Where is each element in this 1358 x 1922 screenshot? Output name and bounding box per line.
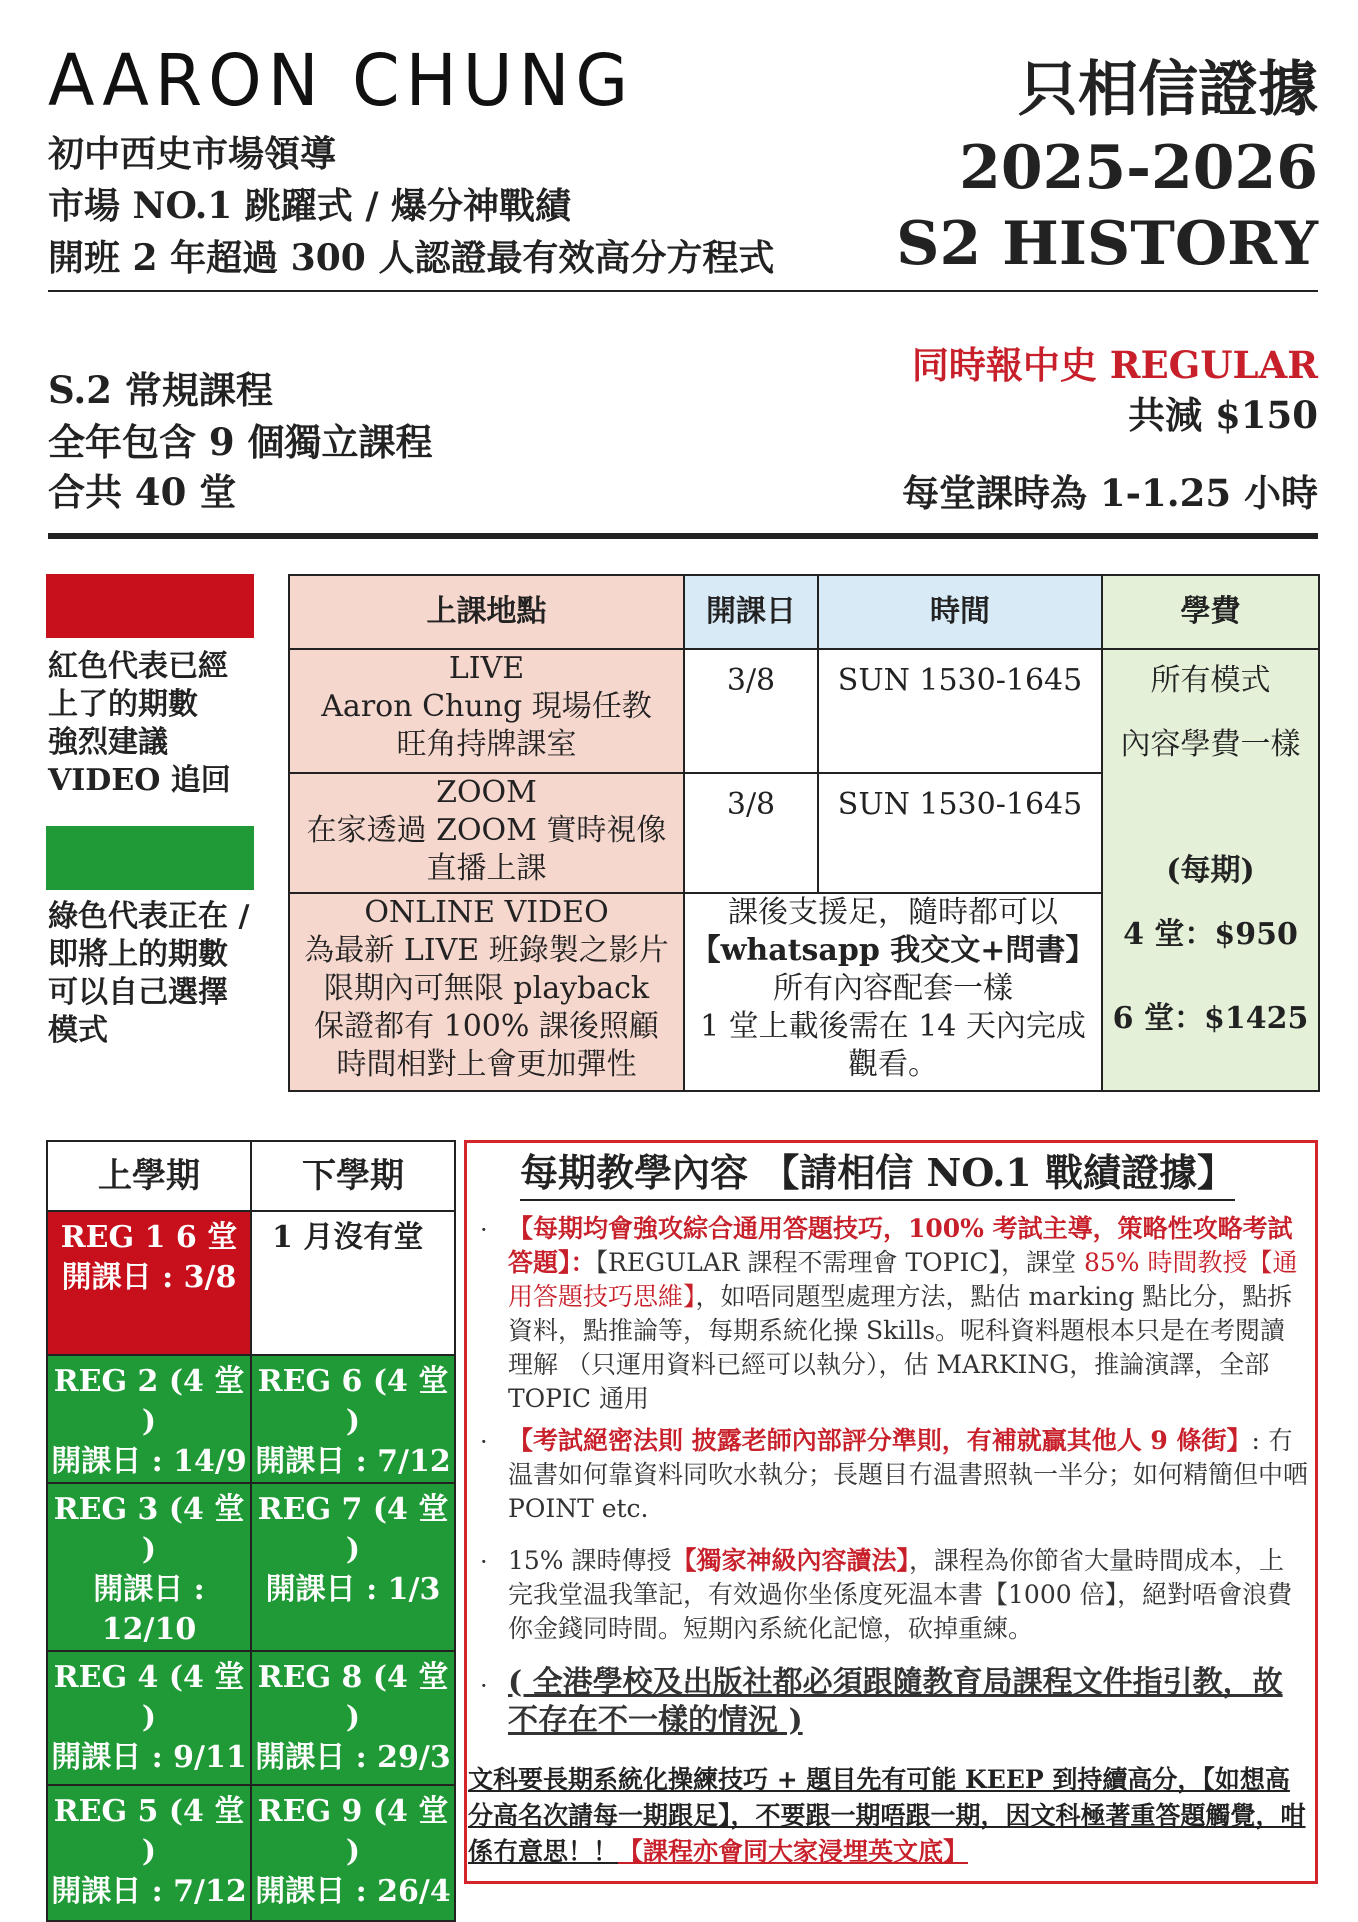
promo-text: 同時報中史 REGULAR: [911, 343, 1318, 387]
video-support: 課後支援足，隨時都可以 【whatsapp 我交文+問書】 所有內容配套一樣 1 堂上載後需在 14 天內完成 觀看。: [684, 893, 1102, 1091]
reg-9-cell: REG 9 (4 堂 ) 開課日 : 26/4: [251, 1785, 455, 1921]
reg-4-cell: REG 4 (4 堂 ) 開課日 : 9/11: [47, 1651, 251, 1785]
mode-video: ONLINE VIDEO 為最新 LIVE 班錄製之影片 限期內可無限 playback 保證都有 100% 課後照顧 時間相對上會更加彈性: [289, 893, 684, 1091]
page-title: 只相信證據: [1018, 55, 1318, 125]
reg-2-cell: REG 2 (4 堂 ) 開課日 : 14/9: [47, 1355, 251, 1483]
course-count: 全年包含 9 個獨立課程: [48, 420, 433, 464]
zoom-date: 3/8: [684, 773, 818, 893]
legend-green-swatch: [46, 826, 254, 890]
reg-1-cell: REG 1 6 堂 開課日 : 3/8: [47, 1211, 251, 1355]
reg-5-cell: REG 5 (4 堂 ) 開課日 : 7/12: [47, 1785, 251, 1921]
bullet-2: ·: [480, 1428, 488, 1456]
tagline-3: 開班 2 年超過 300 人認證最有效高分方程式: [48, 237, 775, 279]
schedule-table: [46, 1140, 456, 1922]
content-paragraph-1: 【每期均會強攻綜合通用答題技巧，100% 考試主導，策略性攻略考試答題】：【REGULAR 課程不需理會 TOPIC】，課堂 85% 時間教授【通用答題技巧思維】，如唔同題型處理方法，點估 marking 點比分，點拆資料，點推論等，每期系統化操 Skills。呢科資料題根本只是在考閱讀理解 （只運用資料已經可以執分），估 MARKING，推論演譯，全部 TOPIC 通用: [508, 1214, 1298, 1413]
header-start-date: 開課日: [684, 575, 818, 649]
reg-8-cell: REG 8 (4 堂 ) 開課日 : 29/3: [251, 1651, 455, 1785]
brand-logo: AARON CHUNG: [48, 40, 635, 123]
course-title: S2 HISTORY: [896, 209, 1318, 279]
reg-6-cell: REG 6 (4 堂 ) 開課日 : 7/12: [251, 1355, 455, 1483]
bullet-3: ·: [480, 1548, 488, 1576]
duration-text: 每堂課時為 1-1.25 小時: [902, 471, 1318, 515]
course-type: S.2 常規課程: [48, 368, 273, 412]
mode-live: LIVE Aaron Chung 現場任教 旺角持牌課室: [289, 649, 684, 773]
tagline-2: 市場 NO.1 跳躍式 / 爆分神戰績: [48, 185, 572, 227]
discount-text: 共減 $150: [1128, 393, 1318, 437]
header-fee: 學費: [1102, 575, 1319, 649]
header-location: 上課地點: [289, 575, 684, 649]
reg-3-cell: REG 3 (4 堂 ) 開課日 : 12/10: [47, 1483, 251, 1651]
legend-red-text: 紅色代表已經 上了的期數 強烈建議 VIDEO 追回: [48, 649, 231, 798]
divider-thick: [48, 533, 1318, 539]
tagline-1: 初中西史市場領導: [48, 133, 337, 175]
course-mode-table: [288, 574, 1320, 1092]
year-title: 2025-2026: [959, 133, 1318, 203]
reg-7-cell: REG 7 (4 堂 ) 開課日 : 1/3: [251, 1483, 455, 1651]
legend-green-text: 綠色代表正在 / 即將上的期數 可以自己選擇 模式: [48, 899, 250, 1048]
header-second-term: 下學期: [251, 1141, 455, 1211]
live-date: 3/8: [684, 649, 818, 773]
content-paragraph-2: 【考試絕密法則 披露老師內部評分準則，有補就贏其他人 9 條街】: 冇温書如何靠資料同吹水執分；長題目冇温書照執一半分；如何精簡但中哂 POINT etc.: [508, 1426, 1309, 1523]
bullet-1: ·: [480, 1216, 488, 1244]
content-paragraph-3: 15% 課時傳授【獨家神級內容讀法】，課程為你節省大量時間成本，上完我堂温我筆記，有效過你坐係度死温本書【1000 倍】，絕對唔會浪費你金錢同時間。短期內系統化記憶，砍掉重練。: [508, 1546, 1293, 1643]
header-time: 時間: [818, 575, 1102, 649]
mode-zoom: ZOOM 在家透過 ZOOM 實時視像 直播上課: [289, 773, 684, 893]
content-paragraph-4: ( 全港學校及出版社都必須跟隨教育局課程文件指引教，故不存在不一樣的情況 ): [508, 1665, 1283, 1738]
live-time: SUN 1530-1645: [818, 649, 1102, 773]
fee-cell: 所有模式 內容學費一樣 (每期) 4 堂：$950 6 堂：$1425: [1102, 649, 1319, 1091]
lesson-total: 合共 40 堂: [48, 470, 237, 514]
divider: [48, 290, 1318, 292]
legend-red-swatch: [46, 574, 254, 638]
zoom-time: SUN 1530-1645: [818, 773, 1102, 893]
content-footer: 文科要長期系統化操練技巧 + 題目先有可能 KEEP 到持續高分，【如想高分高名次請每一期跟足】，不要跟一期唔跟一期，因文科極著重答題觸覺，咁係冇意思！！【課程亦會同大家浸埋英文底】: [468, 1765, 1306, 1866]
bullet-4: ·: [480, 1672, 488, 1700]
content-title: 每期教學內容 【請相信 NO.1 戰績證據】: [520, 1142, 1235, 1201]
no-class-january: 1 月沒有堂: [251, 1211, 455, 1355]
header-first-term: 上學期: [47, 1141, 251, 1211]
